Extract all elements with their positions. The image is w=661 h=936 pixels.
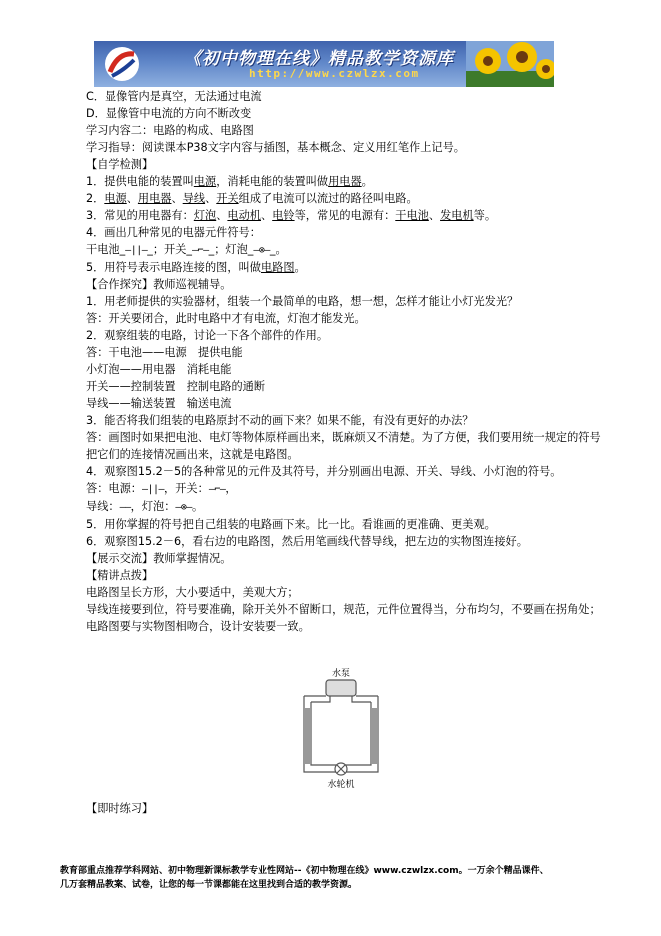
battery-symbol: –||– [125, 245, 148, 256]
logo-icon [104, 46, 140, 82]
coop-question-5: 5．用你掌握的符号把自己组装的电路画下来。比一比。看谁画的更准确、更美观。 [86, 518, 496, 531]
coop-question-4: 4．观察图15.2－5的各种常见的元件及其符号，并分别画出电源、开关、导线、小灯泡的符号。 [86, 465, 562, 478]
practice-heading: 【即时练习】 [86, 802, 154, 815]
header-banner [94, 41, 554, 87]
coop-question-6: 6．观察图15.2－6，看右边的电路图，然后用笔画线代替导线，把左边的实物图连接好。 [86, 535, 528, 548]
coop-answer-3: 答：画图时如果把电池、电灯等物体原样画出来，既麻烦又不清楚。为了方便，我们要用统一规定的符号把它们的连接情况画出来，这就是电路图。 [86, 431, 601, 461]
coop-answer-2d: 导线——输送装置 输送电流 [86, 397, 232, 410]
sunflower-icon [466, 41, 554, 87]
lamp-symbol: –⊗– [175, 502, 192, 513]
key-point-2: 导线连接要到位，符号要准确，除开关外不留断口，规范，元件位置得当，分布均匀，不要画在拐角处； [86, 603, 601, 616]
coop-question-3: 3．能否将我们组装的电路原封不动的画下来？如果不能，有没有更好的办法？ [86, 414, 474, 427]
key-point-1: 电路图呈长方形，大小要适中，美观大方； [86, 586, 299, 599]
figure-bottom-label: 水轮机 [327, 780, 355, 790]
document-body [86, 88, 606, 635]
banner-title: 《初中物理在线》精品教学资源库 [184, 49, 454, 69]
footer-line-1: 教育部重点推荐学科网站、初中物理新课标教学专业性网站--《初中物理在线》www.czwlzx.com。一万余个精品课件、 [60, 866, 549, 876]
coop-answer-4b: 导线：——，灯泡：–⊗–。 [86, 500, 204, 513]
question-2: 2．电源、用电器、导线、开关组成了电流可以流过的路径叫电路。 [86, 192, 418, 205]
coop-heading: 【合作探究】教师巡视辅导。 [86, 278, 232, 291]
water-circuit-figure [296, 668, 386, 790]
footer [60, 864, 620, 892]
topic-heading: 学习内容二：电路的构成、电路图 [86, 124, 254, 137]
question-3: 3．常见的用电器有：灯泡、电动机、电铃等，常见的电源有：干电池、发电机等。 [86, 209, 497, 222]
switch-symbol: –⌐– [208, 484, 226, 495]
answer-appliance: 用电器 [328, 175, 362, 188]
coop-answer-4a: 答：电源：–||–，开关：–⌐–， [86, 482, 237, 495]
coop-answer-1: 答：开关要闭合，此时电路中才有电流，灯泡才能发光。 [86, 312, 366, 325]
wire-symbol: —— [119, 502, 131, 513]
figure-top-label: 水泵 [331, 669, 351, 679]
self-check-heading: 【自学检测】 [86, 158, 154, 171]
coop-question-1: 1．用老师提供的实验器材，组装一个最简单的电路，想一想，怎样才能让小灯光发光？ [86, 295, 519, 308]
option-c: C．显像管内是真空，无法通过电流 [86, 90, 262, 103]
study-guide: 学习指导：阅读课本P38文字内容与插图，基本概念、定义用红笔作上记号。 [86, 141, 465, 154]
show-heading: 【展示交流】教师掌握情况。 [86, 552, 232, 565]
coop-question-2: 2．观察组装的电路，讨论一下各个部件的作用。 [86, 329, 329, 342]
option-d: D．显像管中电流的方向不断改变 [86, 107, 252, 120]
answer-power-source: 电源 [193, 175, 217, 188]
coop-answer-2c: 开关——控制装置 控制电路的通断 [86, 380, 266, 393]
key-point-3: 电路图要与实物图相吻合，设计安装要一致。 [86, 620, 310, 633]
banner-url[interactable]: http://www.czwlzx.com [249, 67, 420, 80]
battery-symbol: –||– [141, 484, 165, 495]
coop-answer-2b: 小灯泡——用电器 消耗电能 [86, 363, 232, 376]
question-5: 5．用符号表示电路连接的图，叫做电路图。 [86, 261, 306, 274]
question-4: 4．画出几种常见的电器元件符号： [86, 226, 261, 239]
coop-answer-2a: 答：干电池——电源 提供电能 [86, 346, 243, 359]
question-1: 1．提供电能的装置叫电源，消耗电能的装置叫做用电器。 [86, 175, 373, 188]
lamp-symbol: –⊗– [253, 245, 270, 256]
key-points-heading: 【精讲点拨】 [86, 569, 154, 582]
footer-line-2: 几万套精品教案、试卷，让您的每一节课都能在这里找到合适的教学资源。 [60, 880, 358, 890]
switch-symbol: –⌐– [192, 245, 209, 256]
question-4-symbols: 干电池_–||–_；开关_–⌐–_；灯泡_–⊗–_。 [86, 243, 287, 256]
